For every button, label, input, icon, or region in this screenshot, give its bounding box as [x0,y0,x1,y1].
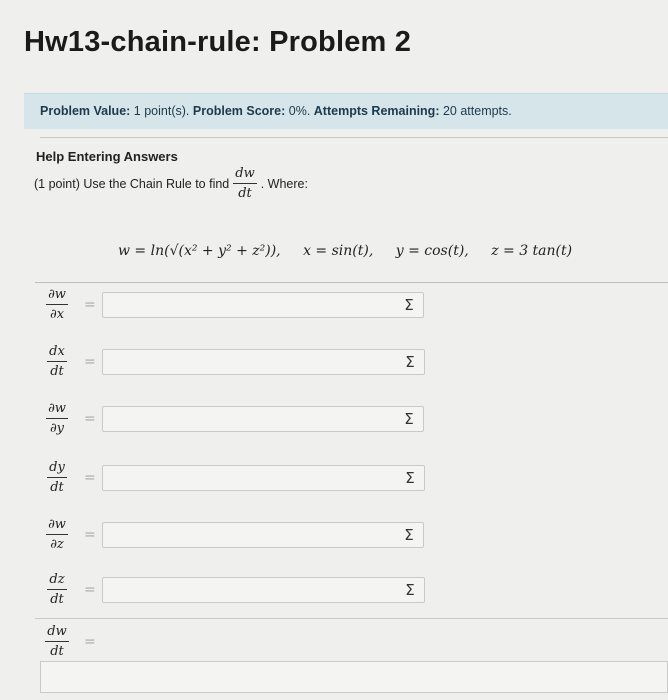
divider [35,282,668,283]
question-text [34,167,308,200]
derivative-label [38,573,76,606]
derivative-label [38,402,76,435]
divider [35,618,668,619]
derivative-label [38,518,76,551]
derivative-numerator: dx [47,345,67,362]
equals-sign: = [84,296,96,313]
equation-w: w = ln(√(x² + y² + z²)), [118,243,281,259]
fraction-denominator: dt [238,186,252,201]
equals-sign: = [84,526,96,543]
derivative-denominator: dt [50,364,64,379]
attempts-remaining-label: Attempts Remaining: [313,104,440,118]
answer-row [38,461,425,494]
answer-row [38,402,424,435]
derivative-denominator: dt [50,480,64,495]
answer-row [38,518,424,551]
attempts-remaining: 20 attempts. [442,104,512,118]
problem-score-label: Problem Score: [192,104,286,118]
question-suffix: . Where: [260,176,308,191]
answer-row [38,345,425,378]
answer-row [38,625,102,658]
answer-row [38,573,425,606]
divider [40,137,668,138]
answer-input-dw-dt[interactable] [40,661,668,693]
given-equations [118,243,590,259]
problem-status-bar [24,93,668,129]
problem-value: 1 point(s). [133,104,190,118]
equals-sign: = [84,469,96,486]
answer-row [38,288,424,321]
derivative-numerator: dz [47,573,66,590]
question-prefix: (1 point) Use the Chain Rule to find [34,176,230,191]
derivative-denominator: ∂x [49,307,65,322]
equals-sign: = [84,581,96,598]
answer-input[interactable] [102,577,425,603]
derivative-numerator: ∂w [46,402,68,419]
derivative-numerator: dw [45,625,68,642]
answer-input[interactable] [102,349,425,375]
derivative-label [38,625,76,658]
answer-input[interactable] [102,522,424,548]
derivative-numerator: dy [47,461,67,478]
derivative-label [38,461,76,494]
equation-editor-icon[interactable]: Σ [404,525,414,544]
equation-editor-icon[interactable]: Σ [405,352,415,371]
fraction-numerator: dw [233,167,256,184]
help-entering-answers-link[interactable]: Help Entering Answers [36,149,178,164]
equation-editor-icon[interactable]: Σ [404,409,414,428]
equation-editor-icon[interactable]: Σ [404,295,414,314]
equation-z: z = 3 tan(t) [491,243,573,259]
derivative-denominator: dt [50,592,64,607]
equals-sign: = [84,353,96,370]
derivative-denominator: ∂z [50,537,64,552]
answer-input[interactable] [102,406,424,432]
equation-y: y = cos(t), [395,243,469,259]
equation-editor-icon[interactable]: Σ [405,468,415,487]
derivative-numerator: ∂w [46,518,68,535]
page-title: Hw13-chain-rule: Problem 2 [24,26,412,58]
equals-sign: = [84,410,96,427]
problem-score: 0%. [288,104,311,118]
answer-input[interactable] [102,465,425,491]
answer-input[interactable] [102,292,424,318]
derivative-label [38,345,76,378]
dw-dt-fraction [233,167,256,200]
equation-x: x = sin(t), [303,243,374,259]
derivative-denominator: ∂y [49,421,65,436]
derivative-numerator: ∂w [46,288,68,305]
equals-sign: = [84,633,96,650]
derivative-label [38,288,76,321]
equation-editor-icon[interactable]: Σ [405,580,415,599]
problem-value-label: Problem Value: [40,104,131,118]
derivative-denominator: dt [50,644,64,659]
